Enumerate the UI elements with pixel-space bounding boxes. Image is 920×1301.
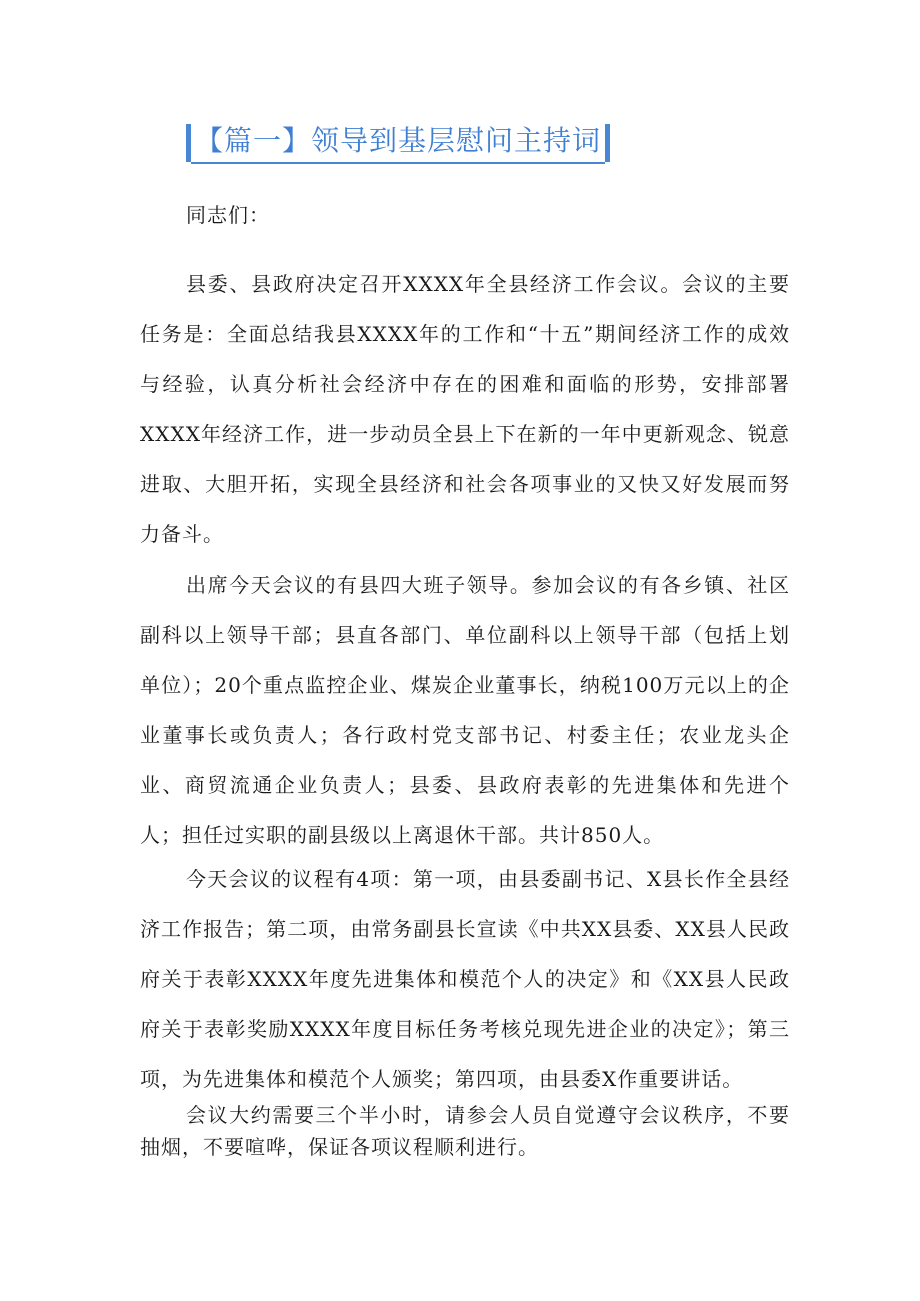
- paragraph-agenda: 今天会议的议程有4项：第一项，由县委副书记、X县长作全县经济工作报告；第二项，由常务副县长宣读《中共XX县委、XX县人民政府关于表彰XXXX年度先进集体和模范个人的决定》和《XX县人民政府关于表彰奖励XXXX年度目标任务考核兑现先进企业的决定》；第三项，为先进集体和模范个人颁奖；第四项，由县委X作重要讲话。: [140, 867, 790, 1091]
- document-title: 【篇一】领导到基层慰问主持词: [191, 122, 605, 164]
- paragraph-attendees: 出席今天会议的有县四大班子领导。参加会议的有各乡镇、社区副科以上领导干部；县直各部门、单位副科以上领导干部（包括上划单位）；20个重点监控企业、煤炭企业董事长，纳税100万元以上的企业董事长或负责人；各行政村党支部书记、村委主任；农业龙头企业、商贸流通企业负责人；县委、县政府表彰的先进集体和先进个人；担任过实职的副县级以上离退休干部。共计850人。: [140, 573, 790, 847]
- document-title-block: [186, 120, 610, 166]
- paragraph-meeting-rules: 会议大约需要三个半小时，请参会人员自觉遵守会议秩序，不要抽烟，不要喧哗，保证各项议程顺利进行。: [140, 1103, 790, 1159]
- paragraph-meeting-purpose: 县委、县政府决定召开XXXX年全县经济工作会议。会议的主要任务是：全面总结我县XXXX年的工作和“十五”期间经济工作的成效与经验，认真分析社会经济中存在的困难和面临的形势，安排部署XXXX年经济工作，进一步动员全县上下在新的一年中更新观念、锐意进取、大胆开拓，实现全县经济和社会各项事业的又快又好发展而努力备斗。: [140, 272, 790, 546]
- title-right-bar: [605, 124, 610, 162]
- greeting: 同志们：: [186, 203, 270, 227]
